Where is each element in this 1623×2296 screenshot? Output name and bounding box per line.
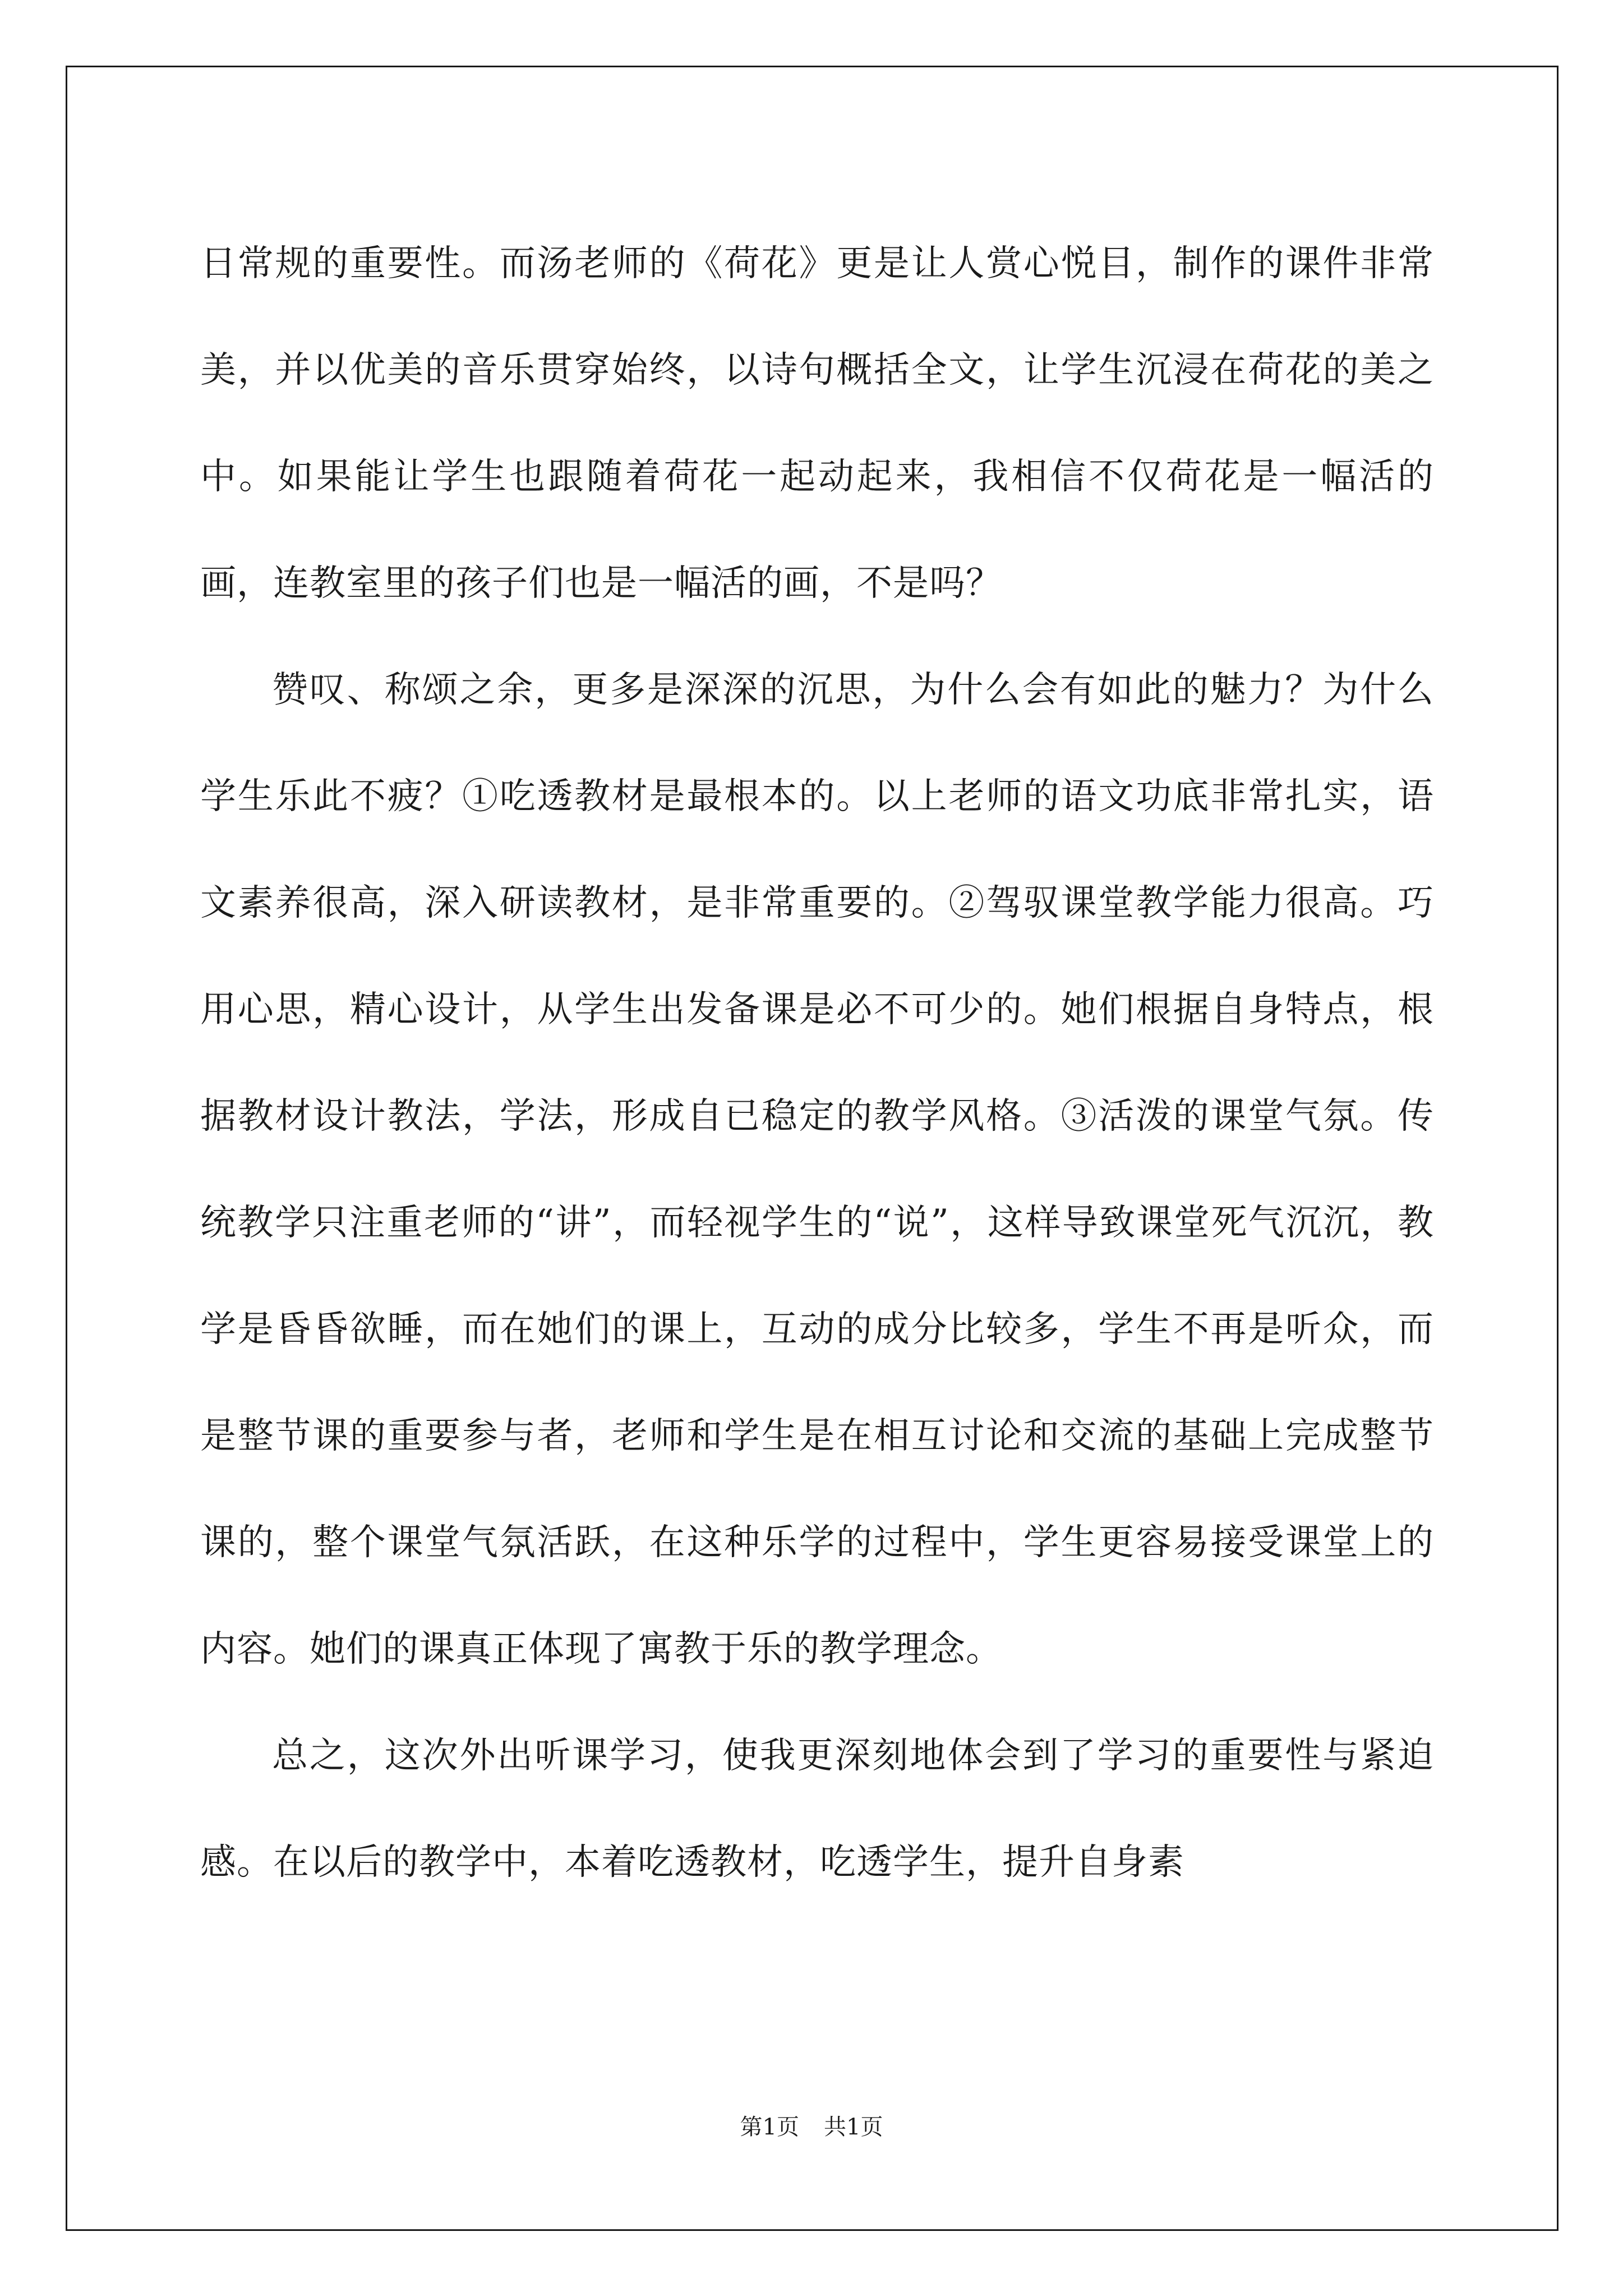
page-total: 共1页 xyxy=(824,2114,883,2140)
page-number: 第1页 xyxy=(740,2114,799,2140)
paragraph-3: 总之，这次外出听课学习，使我更深刻地体会到了学习的重要性与紧迫感。在以后的教学中，本着吃透教材，吃透学生，提升自身素 xyxy=(200,1735,1434,1883)
paragraph-2: 赞叹、称颂之余，更多是深深的沉思，为什么会有如此的魅力？为什么学生乐此不疲？①吃透教材是最根本的。以上老师的语文功底非常扎实，语文素养很高，深入研读教材，是非常重要的。②驾驭课堂教学能力很高。巧用心思，精心设计，从学生出发备课是必不可少的。她们根据自身特点，根据教材设计教法，学法，形成自已稳定的教学风格。③活泼的课堂气氛。传统教学只注重老师的“讲”，而轻视学生的“说”，这样导致课堂死气沉沉，教学是昏昏欲睡，而在她们的课上，互动的成分比较多，学生不再是听众，而是整节课的重要参与者，老师和学生是在相互讨论和交流的基础上完成整节课的，整个课堂气氛活跃，在这种乐学的过程中，学生更容易接受课堂上的内容。她们的课真正体现了寓教于乐的教学理念。 xyxy=(200,669,1434,1670)
page-footer xyxy=(0,2110,1623,2144)
paragraph-1: 日常规的重要性。而汤老师的《荷花》更是让人赏心悦目，制作的课件非常美，并以优美的音乐贯穿始终，以诗句概括全文，让学生沉浸在荷花的美之中。如果能让学生也跟随着荷花一起动起来，我相信不仅荷花是一幅活的画，连教室里的孩子们也是一幅活的画，不是吗？ xyxy=(200,243,1434,604)
document-body xyxy=(200,210,1434,1916)
